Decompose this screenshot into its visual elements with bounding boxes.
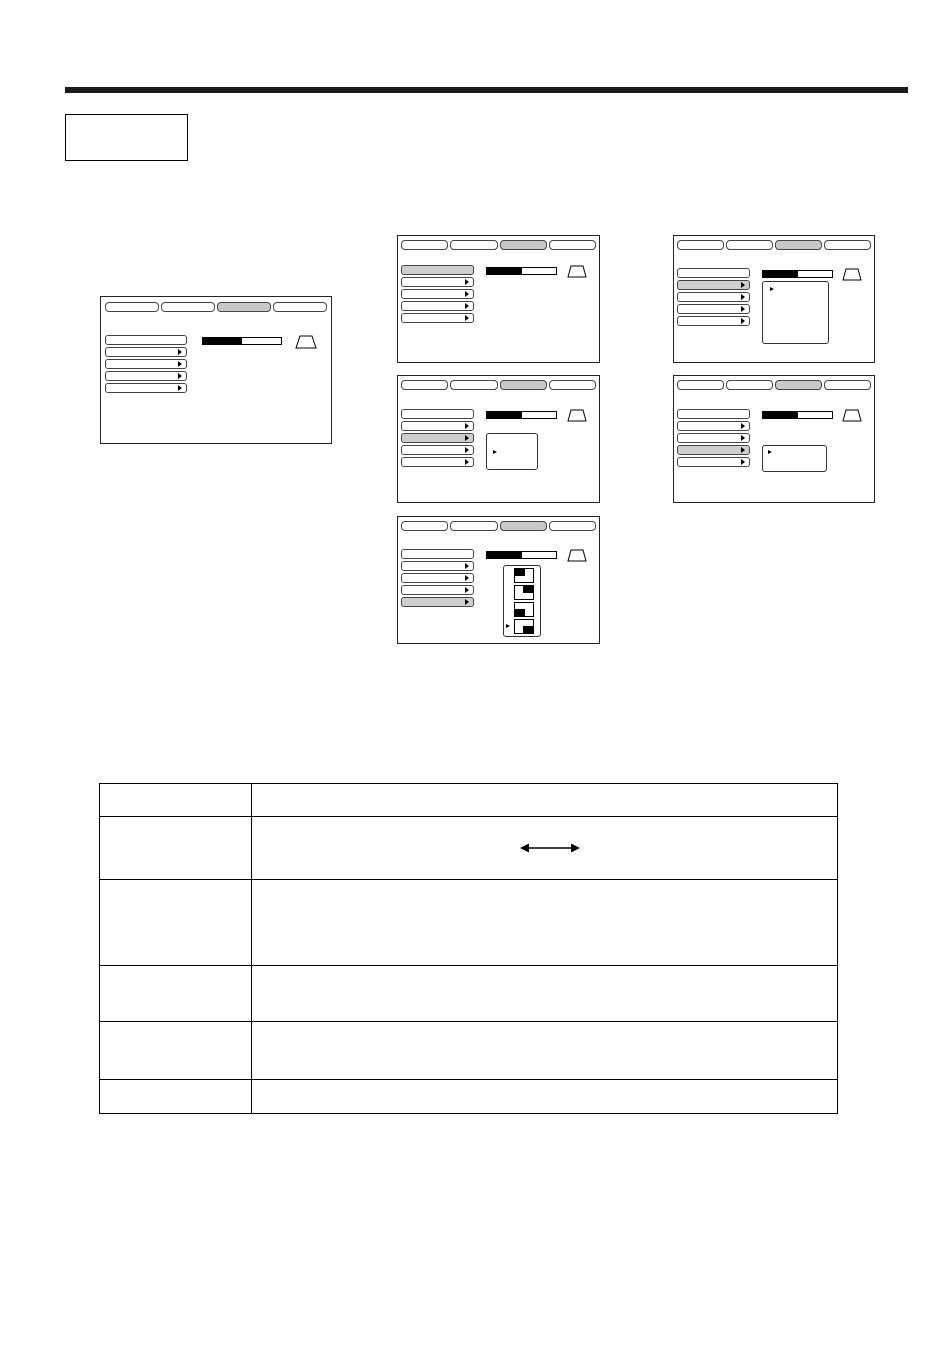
submenu-arrow-icon: [465, 291, 469, 297]
menu-item-highlighted[interactable]: [401, 433, 474, 443]
table-cell-description: [252, 1080, 838, 1114]
menu-tab[interactable]: [105, 302, 159, 312]
trapezoid-icon: [567, 265, 587, 278]
menu-tab[interactable]: [401, 380, 448, 390]
level-slider[interactable]: [486, 411, 557, 419]
submenu-arrow-icon: [741, 306, 745, 312]
submenu-arrow-icon: [465, 423, 469, 429]
double-arrow-icon: [520, 842, 580, 854]
submenu-arrow-icon: [741, 282, 745, 288]
menu-screen-2: [397, 375, 600, 503]
table-row: [100, 784, 838, 817]
menu-item[interactable]: [677, 457, 750, 467]
submenu-arrow-icon: [465, 599, 469, 605]
submenu-arrow-icon: [465, 459, 469, 465]
menu-tab[interactable]: [824, 380, 871, 390]
level-slider[interactable]: [486, 551, 557, 559]
menu-item[interactable]: [677, 409, 750, 419]
position-bottom-left[interactable]: [514, 602, 534, 617]
menu-tab[interactable]: [401, 521, 448, 531]
submenu-arrow-icon: [178, 373, 182, 379]
menu-tab[interactable]: [401, 240, 448, 250]
menu-item[interactable]: [677, 268, 750, 278]
table-cell-description: [252, 1022, 838, 1080]
submenu-arrow-icon: [465, 447, 469, 453]
menu-item[interactable]: [401, 549, 474, 559]
table-row: [100, 1080, 838, 1114]
settings-table: [99, 783, 838, 1114]
menu-item[interactable]: [401, 289, 474, 299]
table-cell-label: [100, 880, 252, 966]
submenu-arrow-icon: [178, 361, 182, 367]
submenu-popup[interactable]: [762, 281, 829, 344]
menu-screen-1: [397, 235, 600, 363]
menu-item[interactable]: [401, 277, 474, 287]
menu-tab-active[interactable]: [500, 521, 547, 531]
menu-item-highlighted[interactable]: [401, 597, 474, 607]
menu-tab[interactable]: [450, 240, 497, 250]
table-row: [100, 817, 838, 880]
menu-screen-4: [673, 235, 875, 363]
menu-tab[interactable]: [450, 521, 497, 531]
menu-item[interactable]: [401, 445, 474, 455]
trapezoid-icon: [295, 335, 317, 349]
pointer-icon: [493, 450, 497, 454]
menu-screen-5: [673, 375, 875, 503]
menu-tab[interactable]: [273, 302, 327, 312]
menu-screen-3: [397, 516, 600, 644]
menu-tab-active[interactable]: [500, 240, 547, 250]
submenu-arrow-icon: [178, 385, 182, 391]
menu-item[interactable]: [105, 347, 187, 357]
menu-item[interactable]: [677, 292, 750, 302]
submenu-popup[interactable]: [762, 445, 827, 472]
level-slider[interactable]: [762, 270, 833, 278]
submenu-arrow-icon: [741, 294, 745, 300]
submenu-arrow-icon: [741, 423, 745, 429]
trapezoid-icon: [842, 409, 862, 422]
menu-tab-active[interactable]: [217, 302, 271, 312]
menu-item[interactable]: [677, 421, 750, 431]
position-bottom-right[interactable]: [514, 619, 534, 634]
menu-item[interactable]: [401, 409, 474, 419]
menu-item[interactable]: [401, 585, 474, 595]
table-cell-label: [100, 1022, 252, 1080]
submenu-popup[interactable]: [486, 433, 538, 470]
menu-tab[interactable]: [677, 240, 724, 250]
table-row: [100, 1022, 838, 1080]
position-popup[interactable]: [503, 565, 541, 637]
submenu-arrow-icon: [465, 587, 469, 593]
menu-item[interactable]: [401, 421, 474, 431]
menu-tab-active[interactable]: [500, 380, 547, 390]
trapezoid-icon: [567, 409, 587, 422]
table-cell-label: [100, 817, 252, 880]
trapezoid-icon: [842, 268, 862, 281]
table-cell-label: [100, 784, 252, 817]
table-cell-label: [100, 966, 252, 1022]
submenu-arrow-icon: [465, 435, 469, 441]
pointer-icon: [506, 624, 510, 628]
position-top-left[interactable]: [514, 568, 534, 583]
menu-item[interactable]: [105, 335, 187, 345]
menu-tab[interactable]: [549, 240, 596, 250]
menu-tab-active[interactable]: [775, 240, 822, 250]
table-row: [100, 966, 838, 1022]
submenu-arrow-icon: [465, 575, 469, 581]
submenu-arrow-icon: [741, 447, 745, 453]
pointer-icon: [768, 450, 772, 454]
level-slider[interactable]: [762, 411, 833, 419]
menu-tab[interactable]: [450, 380, 497, 390]
menu-item[interactable]: [677, 433, 750, 443]
submenu-arrow-icon: [741, 459, 745, 465]
trapezoid-icon: [567, 549, 587, 562]
menu-item[interactable]: [401, 561, 474, 571]
menu-item[interactable]: [677, 316, 750, 326]
menu-tab-active[interactable]: [775, 380, 822, 390]
menu-tab[interactable]: [824, 240, 871, 250]
menu-item[interactable]: [677, 304, 750, 314]
table-cell-description: [252, 966, 838, 1022]
menu-item[interactable]: [401, 301, 474, 311]
submenu-arrow-icon: [465, 303, 469, 309]
level-slider[interactable]: [202, 337, 282, 345]
menu-item[interactable]: [401, 313, 474, 323]
menu-screen-main: [100, 296, 332, 444]
menu-tab[interactable]: [549, 521, 596, 531]
menu-item-highlighted[interactable]: [401, 265, 474, 275]
submenu-arrow-icon: [741, 318, 745, 324]
menu-item[interactable]: [401, 573, 474, 583]
menu-item[interactable]: [105, 359, 187, 369]
menu-item[interactable]: [401, 457, 474, 467]
menu-item[interactable]: [105, 371, 187, 381]
table-cell-description: [252, 784, 838, 817]
table-cell-label: [100, 1080, 252, 1114]
top-rule: [65, 87, 908, 93]
submenu-arrow-icon: [465, 563, 469, 569]
submenu-arrow-icon: [465, 315, 469, 321]
table-cell-description: [252, 880, 838, 966]
position-top-right[interactable]: [514, 585, 534, 600]
table-cell-description: [252, 817, 838, 880]
submenu-arrow-icon: [741, 435, 745, 441]
menu-tab[interactable]: [677, 380, 724, 390]
menu-item-highlighted[interactable]: [677, 280, 750, 290]
table-row: [100, 880, 838, 966]
level-slider[interactable]: [486, 267, 557, 275]
menu-tab[interactable]: [549, 380, 596, 390]
menu-item[interactable]: [105, 383, 187, 393]
menu-tab[interactable]: [726, 240, 773, 250]
section-label-box: [65, 114, 188, 161]
menu-tab[interactable]: [726, 380, 773, 390]
menu-item-highlighted[interactable]: [677, 445, 750, 455]
menu-tab[interactable]: [161, 302, 215, 312]
pointer-icon: [770, 287, 774, 291]
submenu-arrow-icon: [178, 349, 182, 355]
submenu-arrow-icon: [465, 279, 469, 285]
